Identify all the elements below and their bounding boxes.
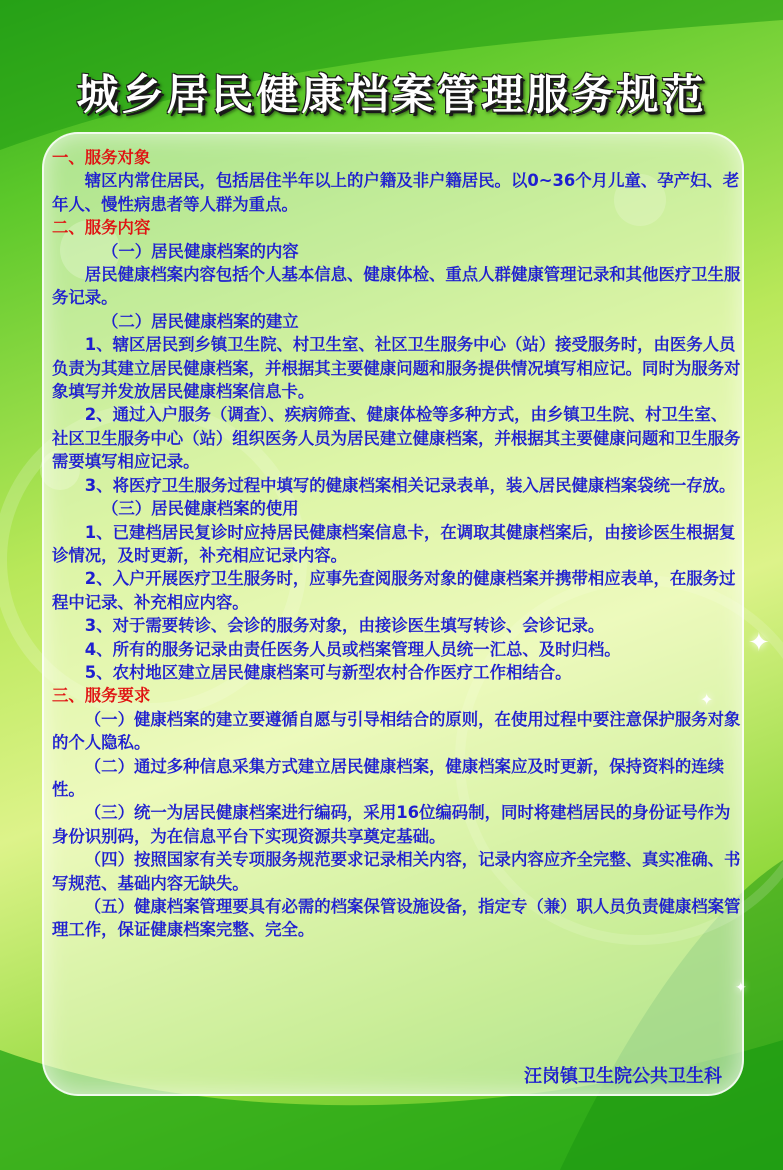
paragraph-usage-4: 4、所有的服务记录由责任医务人员或档案管理人员统一汇总、及时归档。 xyxy=(84,639,621,659)
subheading-record-establish: （二）居民健康档案的建立 xyxy=(102,311,299,331)
sparkle-icon: ✦ xyxy=(735,980,747,996)
section-heading-service-requirements: 三、服务要求 xyxy=(52,686,151,706)
paragraph-establish-1: 1、辖区居民到乡镇卫生院、村卫生室、社区卫生服务中心（站）接受服务时，由医务人员负责为其建立居民健康档案，并根据其主要健康问题和服务提供情况填写相应记。同时为服务对象填写并发放居民健康档案信息卡。 xyxy=(52,335,741,402)
sparkle-icon: ✦ xyxy=(700,690,714,709)
paragraph-usage-1: 1、已建档居民复诊时应持居民健康档案信息卡，在调取其健康档案后，由接诊医生根据复诊情况，及时更新，补充相应记录内容。 xyxy=(52,522,736,565)
paragraph-record-content: 居民健康档案内容包括个人基本信息、健康体检、重点人群健康管理记录和其他医疗卫生服务记录。 xyxy=(52,265,741,308)
subheading-record-content: （一）居民健康档案的内容 xyxy=(102,241,299,261)
title-bar xyxy=(0,52,783,132)
paragraph-service-target: 辖区内常住居民，包括居住半年以上的户籍及非户籍居民。以0~36个月儿童、孕产妇、老年人、慢性病患者等人群为重点。 xyxy=(52,171,740,214)
paragraph-usage-3: 3、对于需要转诊、会诊的服务对象，由接诊医生填写转诊、会诊记录。 xyxy=(84,616,605,636)
paragraph-requirement-1: （一）健康档案的建立要遵循自愿与引导相结合的原则，在使用过程中要注意保护服务对象的个人隐私。 xyxy=(52,709,741,753)
section-heading-service-target: 一、服务对象 xyxy=(52,148,151,167)
paragraph-usage-5: 5、农村地区建立居民健康档案可与新型农村合作医疗工作相结合。 xyxy=(84,662,572,682)
issuer-signature: 汪岗镇卫生院公共卫生科 xyxy=(524,1066,722,1087)
paragraph-usage-2: 2、入户开展医疗卫生服务时，应事先查阅服务对象的健康档案并携带相应表单，在服务过程中记录、补充相应内容。 xyxy=(52,569,736,612)
sparkle-icon: ✦ xyxy=(748,628,770,658)
paragraph-requirement-4: （四）按照国家有关专项服务规范要求记录相关内容，记录内容应齐全完整、真实准确、书写规范、基础内容无缺失。 xyxy=(52,850,741,893)
content-body xyxy=(52,146,742,942)
section-heading-service-content: 二、服务内容 xyxy=(52,218,151,238)
paragraph-requirement-2: （二）通过多种信息采集方式建立居民健康档案，健康档案应及时更新，保持资料的连续性。 xyxy=(52,756,725,799)
paragraph-establish-3: 3、将医疗卫生服务过程中填写的健康档案相关记录表单，装入居民健康档案袋统一存放。 xyxy=(84,475,736,495)
paragraph-requirement-5: （五）健康档案管理要具有必需的档案保管设施设备，指定专（兼）职人员负责健康档案管理工作，保证健康档案完整、完全。 xyxy=(52,897,741,940)
paragraph-establish-2: 2、通过入户服务（调查）、疾病筛查、健康体检等多种方式，由乡镇卫生院、村卫生室、社区卫生服务中心（站）组织医务人员为居民建立健康档案，并根据其主要健康问题和卫生服务需要填写相应记录。 xyxy=(52,405,741,472)
page-title: 城乡居民健康档案管理服务规范 xyxy=(76,70,707,119)
paragraph-requirement-3: （三）统一为居民健康档案进行编码，采用16位编码制，同时将建档居民的身份证号作为身份识别码，为在信息平台下实现资源共享奠定基础。 xyxy=(52,803,731,846)
subheading-record-usage: （三）居民健康档案的使用 xyxy=(102,499,299,519)
